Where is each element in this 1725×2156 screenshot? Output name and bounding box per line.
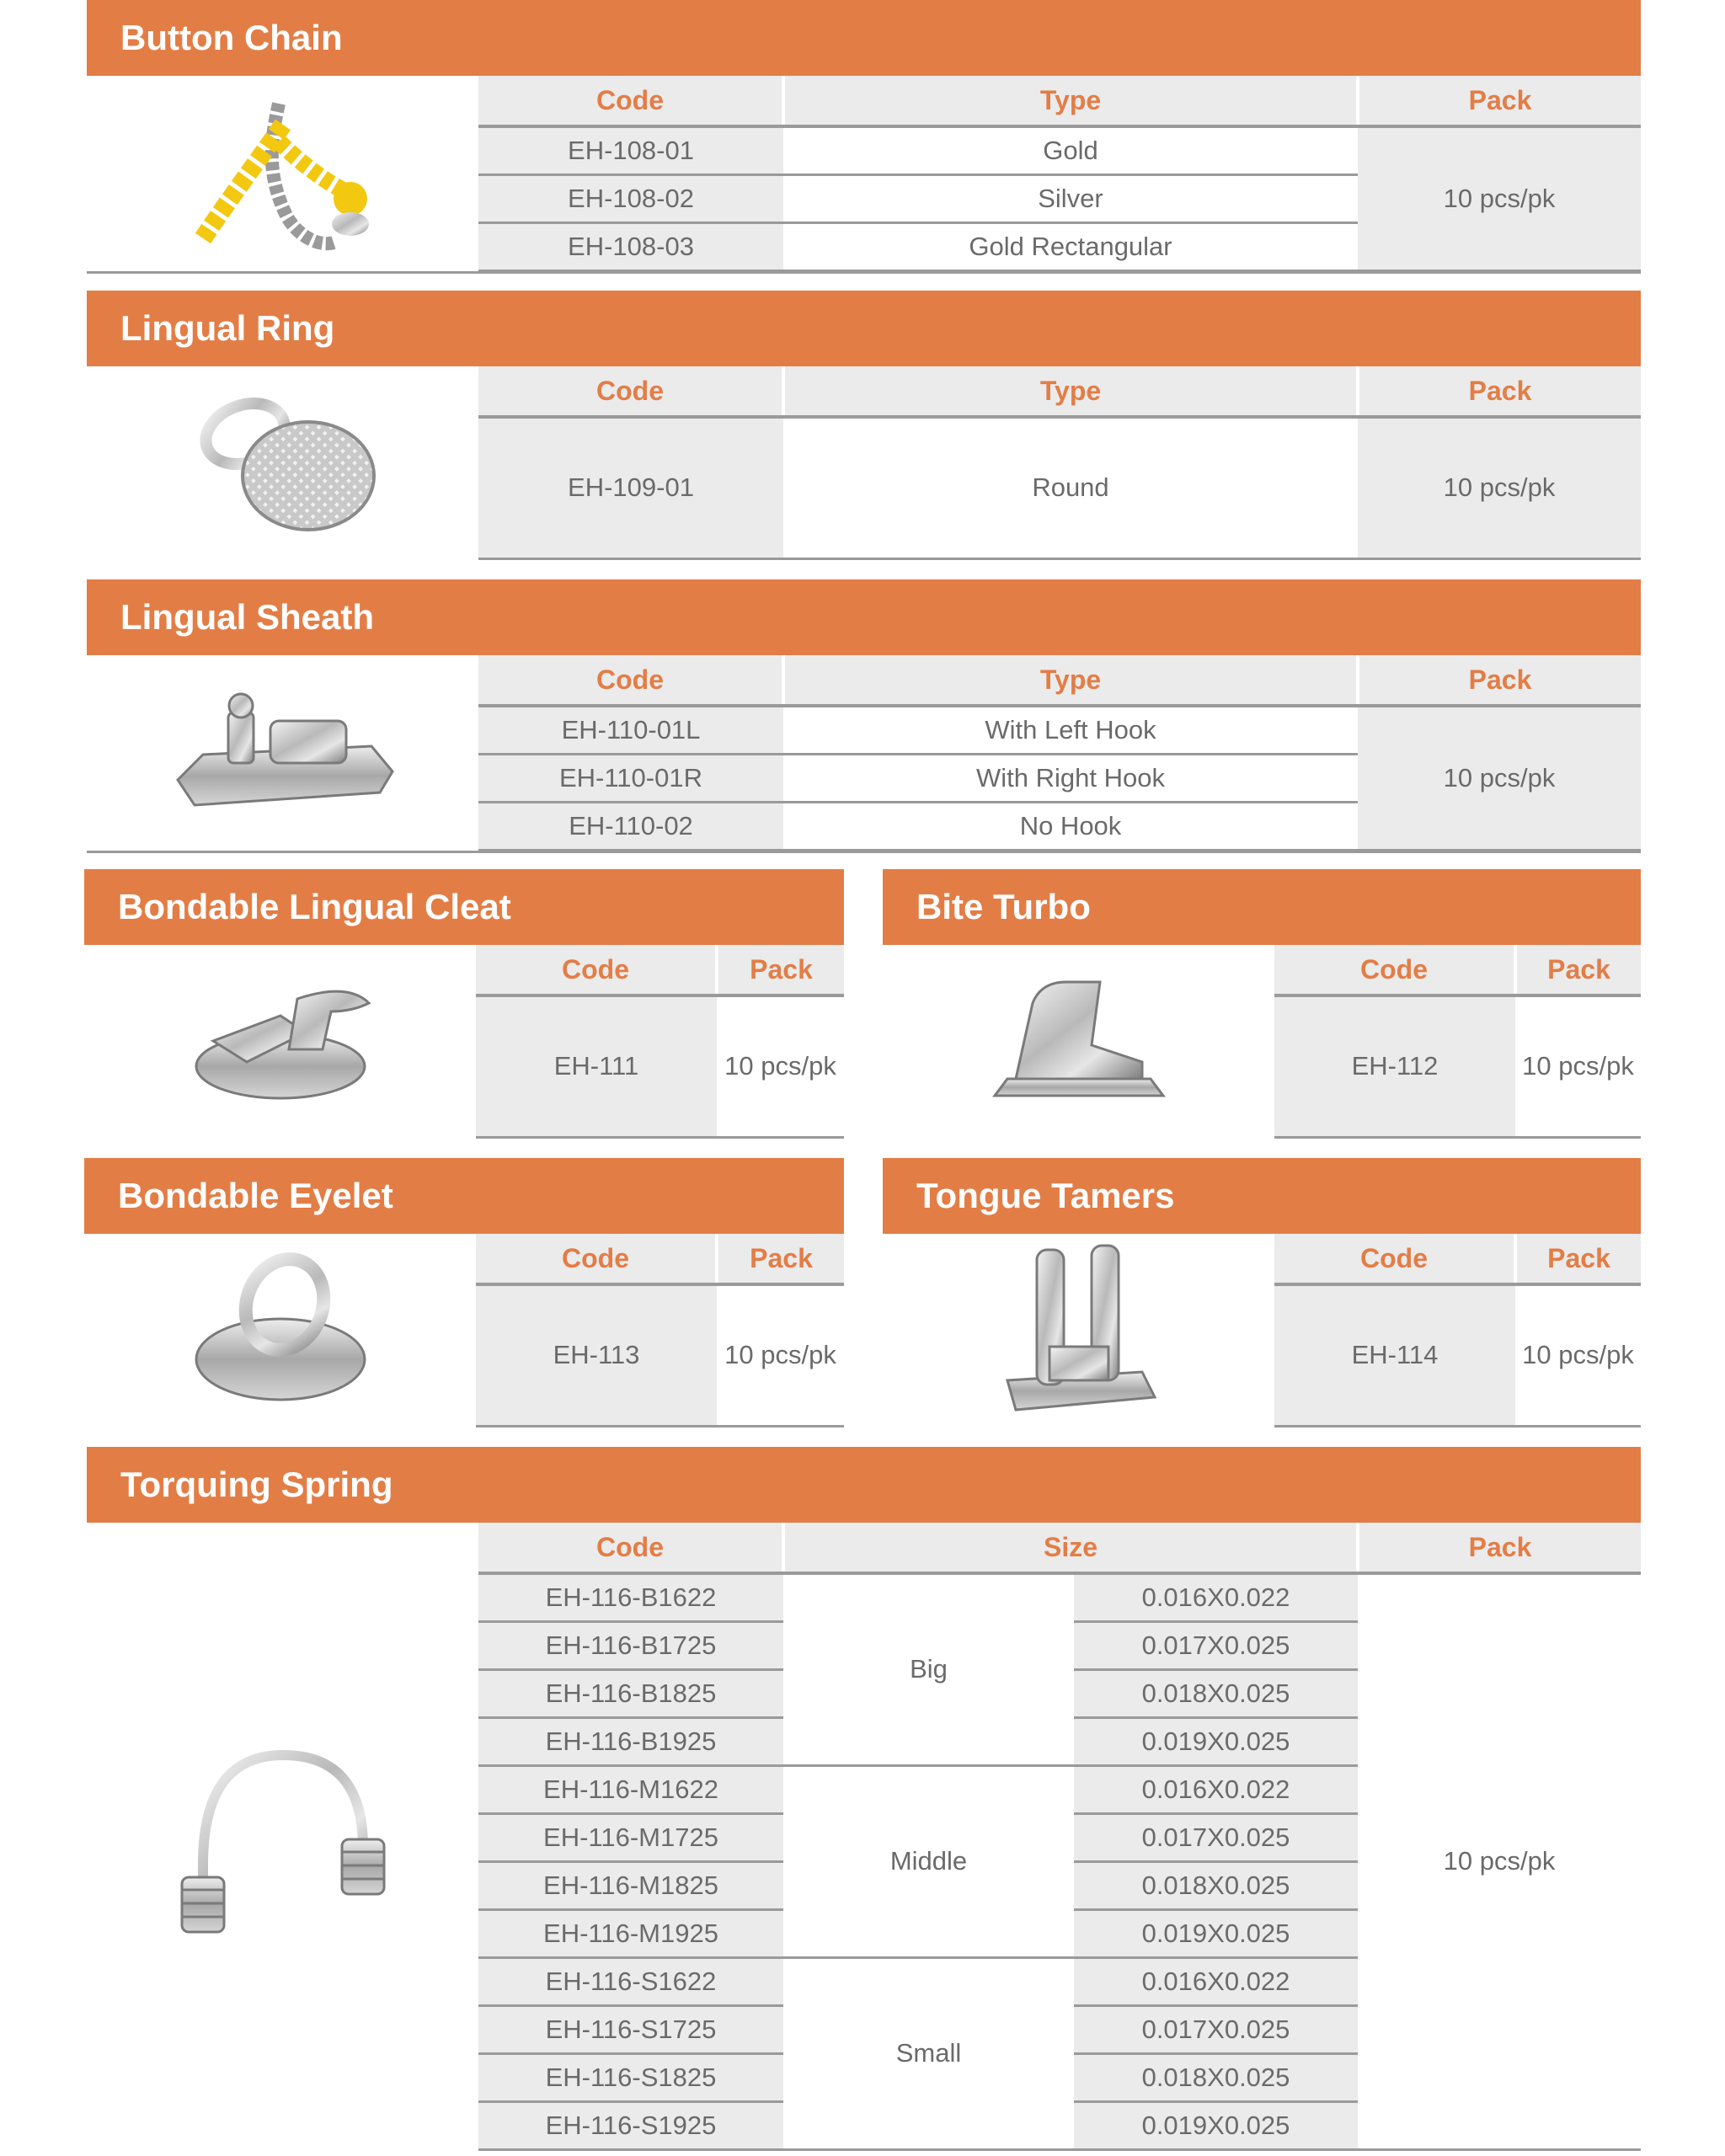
header-code: Code bbox=[478, 76, 783, 126]
table-row bbox=[476, 1284, 844, 1426]
header-type: Type bbox=[783, 655, 1358, 706]
code-cell: EH-116-B1725 bbox=[478, 1621, 783, 1669]
size-cell: Big bbox=[783, 1573, 1074, 1765]
eyelet-table bbox=[476, 1234, 844, 1428]
table-row bbox=[1274, 1284, 1641, 1426]
code-cell: EH-108-01 bbox=[478, 126, 783, 174]
code-cell: EH-114 bbox=[1274, 1284, 1515, 1426]
section-divider bbox=[87, 271, 1641, 274]
table-row bbox=[476, 995, 844, 1137]
code-cell: EH-116-M1925 bbox=[478, 1909, 783, 1957]
type-cell: Gold bbox=[783, 126, 1358, 174]
type-cell: No Hook bbox=[783, 802, 1358, 850]
lingual-cleat-table bbox=[476, 945, 844, 1139]
header-code: Code bbox=[478, 366, 783, 417]
pack-cell: 10 pcs/pk bbox=[1358, 706, 1641, 850]
section-lingual-cleat bbox=[84, 869, 844, 1143]
code-cell: EH-116-S1825 bbox=[478, 2053, 783, 2101]
table-row bbox=[478, 706, 1641, 754]
button-chain-table bbox=[478, 76, 1641, 272]
header-pack: Pack bbox=[1358, 366, 1641, 417]
dim-cell: 0.017X0.025 bbox=[1074, 1621, 1358, 1669]
code-cell: EH-116-M1825 bbox=[478, 1861, 783, 1909]
product-image-tongue-tamers bbox=[883, 1234, 1274, 1426]
table-row bbox=[478, 126, 1641, 174]
dim-cell: 0.018X0.025 bbox=[1074, 1669, 1358, 1717]
code-cell: EH-109-01 bbox=[478, 417, 783, 558]
product-image-torquing-spring bbox=[87, 1523, 478, 2156]
torquing-spring-table bbox=[478, 1523, 1641, 2151]
product-image-lingual-cleat bbox=[84, 945, 476, 1137]
code-cell: EH-116-S1725 bbox=[478, 2005, 783, 2053]
section-title: Button Chain bbox=[87, 0, 1641, 76]
lingual-sheath-table bbox=[478, 655, 1641, 851]
dim-cell: 0.018X0.025 bbox=[1074, 1861, 1358, 1909]
pack-cell: 10 pcs/pk bbox=[1358, 1573, 1641, 2149]
section-tongue-tamers bbox=[883, 1158, 1641, 1432]
tongue-tamers-table bbox=[1274, 1234, 1641, 1428]
code-cell: EH-112 bbox=[1274, 995, 1515, 1137]
dim-cell: 0.018X0.025 bbox=[1074, 2053, 1358, 2101]
header-type: Type bbox=[783, 76, 1358, 126]
section-lingual-ring bbox=[87, 291, 1641, 564]
header-pack: Pack bbox=[717, 945, 844, 995]
dim-cell: 0.019X0.025 bbox=[1074, 1909, 1358, 1957]
header-pack: Pack bbox=[1358, 76, 1641, 126]
dim-cell: 0.016X0.022 bbox=[1074, 1765, 1358, 1813]
product-image-lingual-sheath bbox=[87, 655, 478, 853]
code-cell: EH-108-03 bbox=[478, 222, 783, 270]
code-cell: EH-116-S1622 bbox=[478, 1957, 783, 2005]
pack-cell: 10 pcs/pk bbox=[1358, 417, 1641, 558]
section-title: Tongue Tamers bbox=[883, 1158, 1641, 1234]
section-title: Torquing Spring bbox=[87, 1447, 1641, 1523]
bite-turbo-table bbox=[1274, 945, 1641, 1139]
code-cell: EH-116-M1622 bbox=[478, 1765, 783, 1813]
header-code: Code bbox=[476, 1234, 717, 1284]
header-pack: Pack bbox=[1515, 1234, 1641, 1284]
code-cell: EH-116-B1825 bbox=[478, 1669, 783, 1717]
product-image-bite-turbo bbox=[883, 945, 1274, 1137]
lingual-ring-table bbox=[478, 366, 1641, 560]
section-title: Bondable Eyelet bbox=[84, 1158, 844, 1234]
code-cell: EH-116-B1622 bbox=[478, 1573, 783, 1621]
section-button-chain bbox=[87, 0, 1641, 278]
table-row bbox=[1274, 995, 1641, 1137]
type-cell: With Right Hook bbox=[783, 754, 1358, 802]
table-row bbox=[478, 417, 1641, 558]
dim-cell: 0.016X0.022 bbox=[1074, 1957, 1358, 2005]
header-code: Code bbox=[1274, 1234, 1515, 1284]
table-row bbox=[478, 1573, 1641, 1621]
code-cell: EH-110-01R bbox=[478, 754, 783, 802]
dim-cell: 0.017X0.025 bbox=[1074, 2005, 1358, 2053]
product-image-eyelet bbox=[84, 1234, 476, 1426]
product-image-lingual-ring bbox=[87, 366, 478, 560]
code-cell: EH-113 bbox=[476, 1284, 717, 1426]
header-pack: Pack bbox=[1358, 655, 1641, 706]
header-pack: Pack bbox=[717, 1234, 844, 1284]
section-eyelet bbox=[84, 1158, 844, 1432]
header-pack: Pack bbox=[1358, 1523, 1641, 1573]
section-lingual-sheath bbox=[87, 579, 1641, 857]
section-title: Lingual Sheath bbox=[87, 579, 1641, 655]
header-code: Code bbox=[478, 655, 783, 706]
code-cell: EH-108-02 bbox=[478, 174, 783, 222]
header-type: Type bbox=[783, 366, 1358, 417]
pack-cell: 10 pcs/pk bbox=[1358, 126, 1641, 270]
section-torquing-spring bbox=[87, 1447, 1641, 2156]
dim-cell: 0.019X0.025 bbox=[1074, 2101, 1358, 2149]
header-pack: Pack bbox=[1515, 945, 1641, 995]
type-cell: Round bbox=[783, 417, 1358, 558]
type-cell: Silver bbox=[783, 174, 1358, 222]
dim-cell: 0.016X0.022 bbox=[1074, 1573, 1358, 1621]
pack-cell: 10 pcs/pk bbox=[1515, 995, 1641, 1137]
code-cell: EH-116-M1725 bbox=[478, 1813, 783, 1861]
section-title: Bite Turbo bbox=[883, 869, 1641, 945]
header-size: Size bbox=[783, 1523, 1358, 1573]
section-title: Lingual Ring bbox=[87, 291, 1641, 366]
dim-cell: 0.017X0.025 bbox=[1074, 1813, 1358, 1861]
product-image-button-chain bbox=[87, 76, 478, 274]
size-cell: Small bbox=[783, 1957, 1074, 2149]
section-divider bbox=[87, 851, 1641, 853]
pack-cell: 10 pcs/pk bbox=[1515, 1284, 1641, 1426]
type-cell: Gold Rectangular bbox=[783, 222, 1358, 270]
dim-cell: 0.019X0.025 bbox=[1074, 1717, 1358, 1765]
code-cell: EH-110-02 bbox=[478, 802, 783, 850]
pack-cell: 10 pcs/pk bbox=[717, 995, 844, 1137]
code-cell: EH-116-S1925 bbox=[478, 2101, 783, 2149]
code-cell: EH-116-B1925 bbox=[478, 1717, 783, 1765]
code-cell: EH-111 bbox=[476, 995, 717, 1137]
header-code: Code bbox=[478, 1523, 783, 1573]
header-code: Code bbox=[476, 945, 717, 995]
type-cell: With Left Hook bbox=[783, 706, 1358, 754]
section-title: Bondable Lingual Cleat bbox=[84, 869, 844, 945]
pack-cell: 10 pcs/pk bbox=[717, 1284, 844, 1426]
header-code: Code bbox=[1274, 945, 1515, 995]
size-cell: Middle bbox=[783, 1765, 1074, 1957]
code-cell: EH-110-01L bbox=[478, 706, 783, 754]
section-bite-turbo bbox=[883, 869, 1641, 1143]
